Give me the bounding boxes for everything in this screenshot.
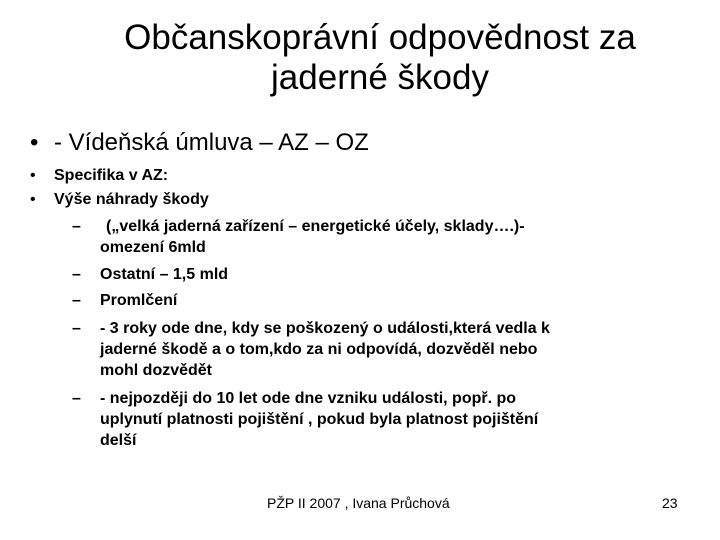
sub-item-line: Ostatní – 1,5 mld xyxy=(100,266,229,283)
footer-author: PŽP II 2007 , Ivana Průchová xyxy=(267,495,450,511)
sub-item-line: delší xyxy=(100,432,137,449)
bullet-specifika-text: Specifika v AZ: xyxy=(54,167,169,184)
dash-icon: – xyxy=(72,292,81,309)
sub-item-line: Promlčení xyxy=(100,292,178,309)
bullet-icon: • xyxy=(30,129,39,156)
sub-item-text xyxy=(100,318,680,381)
title-line-2: jaderné škody xyxy=(271,58,489,97)
slide-title xyxy=(40,18,720,98)
sub-item-line: - 3 roky ode dne, kdy se poškozený o události,která vedla k xyxy=(100,320,550,337)
page-number: 23 xyxy=(662,495,678,511)
sub-item-text xyxy=(100,388,680,451)
sub-item-text xyxy=(100,290,680,311)
sub-item-line: mohl dozvědět xyxy=(100,362,213,379)
sub-item-text xyxy=(100,264,680,285)
title-line-1: Občanskoprávní odpovědnost za xyxy=(124,18,636,57)
sub-item-line: - nejpozději do 10 let ode dne vzniku události, popř. po xyxy=(100,390,517,407)
bullet-icon: • xyxy=(30,191,36,208)
dash-icon: – xyxy=(72,266,81,283)
sub-item-line: jaderné škodě a o tom,kdo za ni odpovídá, dozvěděl nebo xyxy=(100,341,538,358)
dash-icon: – xyxy=(72,320,81,337)
bullet-main-text: - Vídeňská úmluva – AZ – OZ xyxy=(54,129,369,156)
sub-item-line: uplynutí platnosti pojištění , pokud byla platnost pojištění xyxy=(100,411,539,428)
dash-icon: – xyxy=(72,390,81,407)
sub-item-line: omezení 6mld xyxy=(100,239,206,256)
sub-item-line: („velká jaderná zařízení – energetické účely, sklady….)- xyxy=(106,218,525,235)
bullet-icon: • xyxy=(30,167,36,184)
bullet-vyse-nahrady-text: Výše náhrady škody xyxy=(54,191,209,208)
sub-item-text xyxy=(100,216,686,258)
dash-icon: – xyxy=(72,218,81,235)
